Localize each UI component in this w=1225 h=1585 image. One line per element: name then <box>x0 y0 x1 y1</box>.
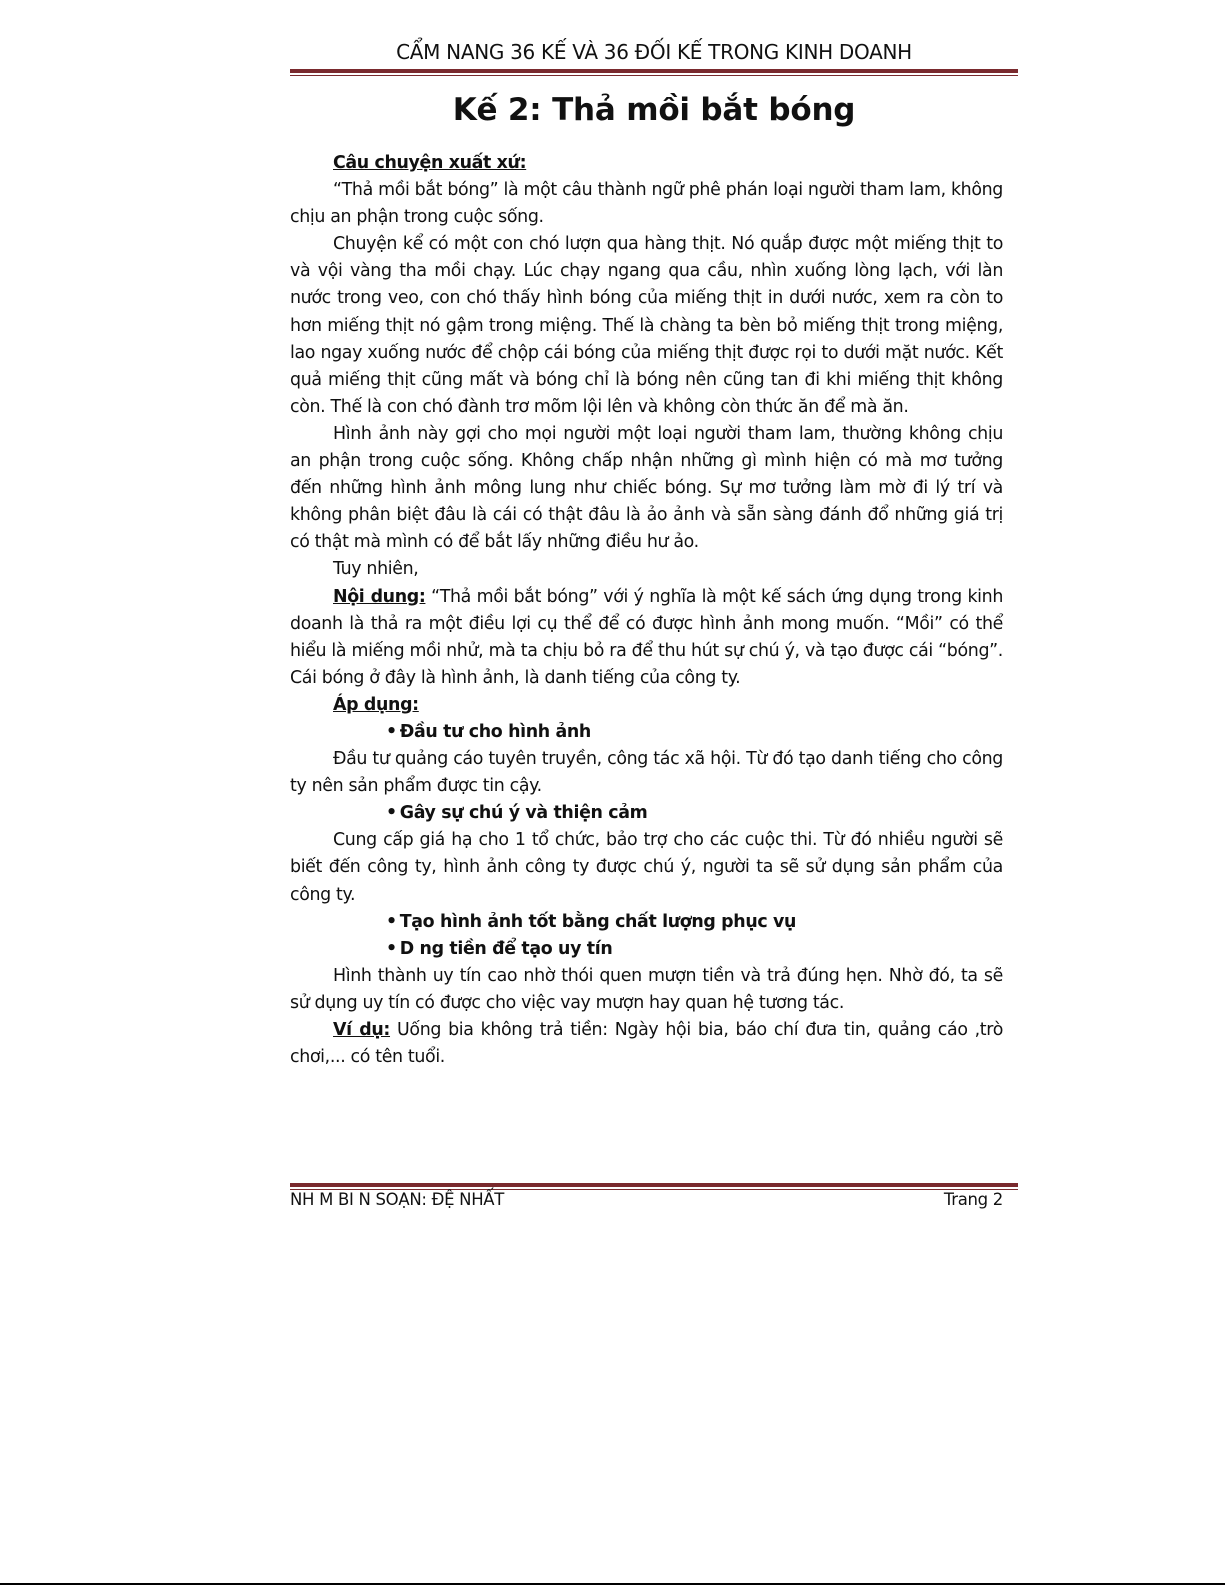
origin-heading-line <box>290 150 1003 177</box>
apply-heading-line <box>290 692 1003 719</box>
paragraph-1: “Thả mồi bắt bóng” là một câu thành ngữ phê phán loại người tham lam, không chịu an phận trong cuộc sống. <box>290 180 1003 228</box>
content-paragraph <box>290 584 1003 692</box>
bullet-icon: • <box>386 803 397 824</box>
content-heading: Nội dung: <box>333 586 426 607</box>
bullet-4-text: Hình thành uy tín cao nhờ thói quen mượn tiền và trả đúng hẹn. Nhờ đó, ta sẽ sử dụng uy tín có được cho việc vay mượn hay quan hệ tương tác. <box>290 965 1003 1013</box>
header-rule <box>290 69 1018 76</box>
bullet-icon: • <box>386 911 397 932</box>
bullet-2-text: Cung cấp giá hạ cho 1 tổ chức, bảo trợ cho các cuộc thi. Từ đó nhiều người sẽ biết đến công ty, hình ảnh công ty được chú ý, người ta sẽ sử dụng sản phẩm của công ty. <box>290 830 1003 905</box>
paragraph-3: Hình ảnh này gợi cho mọi người một loại người tham lam, thường không chịu an phận trong cuộc sống. Không chấp nhận những gì mình hiện có mà mơ tưởng đến những hình ảnh mông lung như chiếc bóng. Sự mơ tưởng làm mờ đi lý trí và không phân biệt đâu là cái có thật đâu là ảo ảnh và sẵn sàng đánh đổ những giá trị có thật mà mình có để bắt lấy những điều hư ảo. <box>290 423 1003 553</box>
footer-author: NH M BI N SOẠN: ĐỆ NHẤT <box>290 1190 505 1209</box>
bullet-label: Đầu tư cho hình ảnh <box>399 721 591 742</box>
document-body <box>290 150 1003 1071</box>
bullet-label: Tạo hình ảnh tốt bằng chất lượng phục vụ <box>399 911 797 932</box>
example-paragraph <box>290 1017 1003 1071</box>
example-heading: Ví dụ: <box>333 1020 391 1040</box>
running-header: CẨM NANG 36 KẾ VÀ 36 ĐỐI KẾ TRONG KINH DOANH <box>396 40 912 64</box>
bullet-item-4 <box>290 936 1003 963</box>
paragraph-2: Chuyện kể có một con chó lượn qua hàng thịt. Nó quắp được một miếng thịt to và vội vàng tha mồi chạy. Lúc chạy ngang qua cầu, nhìn xuống lòng lạch, với làn nước trong veo, con chó thấy hình bóng của miếng thịt in dưới nước, xem ra còn to hơn miếng thịt nó gậm trong miệng. Thế là chàng ta bèn bỏ miếng thịt trong miệng, lao ngay xuống nước để chộp cái bóng của miếng thịt được rọi to dưới mặt nước. Kết quả miếng thịt cũng mất và bóng chỉ là bóng nên cũng tan đi khi miếng thịt không còn. Thế là con chó đành trơ mõm lội lên và không còn thức ăn để mà ăn. <box>290 234 1003 417</box>
content-text: “Thả mồi bắt bóng” với ý nghĩa là một kế sách ứng dụng trong kinh doanh là thả ra một điều lợi cụ thể để có được hình ảnh mong muốn. “Mồi” có thể hiểu là miếng mồi nhử, mà ta chịu bỏ ra để thu hút sự chú ý, và tạo được cái “bóng”. Cái bóng ở đây là hình ảnh, là danh tiếng của công ty. <box>290 586 1003 688</box>
bullet-item-1 <box>290 719 1003 746</box>
bullet-icon: • <box>386 938 397 959</box>
origin-heading: Câu chuyện xuất xứ: <box>333 153 527 173</box>
page-number: Trang 2 <box>943 1190 1003 1209</box>
apply-heading: Áp dụng: <box>333 694 419 715</box>
bullet-1-text: Đầu tư quảng cáo tuyên truyền, công tác xã hội. Từ đó tạo danh tiếng cho công ty nên sản phẩm được tin cậy. <box>290 749 1003 797</box>
bullet-label: Gây sự chú ý và thiện cảm <box>399 803 648 824</box>
bullet-item-2 <box>290 800 1003 827</box>
footer-rule <box>290 1183 1018 1190</box>
bullet-item-3 <box>290 909 1003 936</box>
example-text: Uống bia không trả tiền: Ngày hội bia, báo chí đưa tin, quảng cáo ,trò chơi,... có tên tuổi. <box>290 1020 1003 1068</box>
bullet-label: D ng tiền để tạo uy tín <box>399 938 613 959</box>
chapter-title: Kế 2: Thả mồi bắt bóng <box>452 92 856 128</box>
bullet-icon: • <box>386 721 397 742</box>
paragraph-4: Tuy nhiên, <box>333 559 419 580</box>
